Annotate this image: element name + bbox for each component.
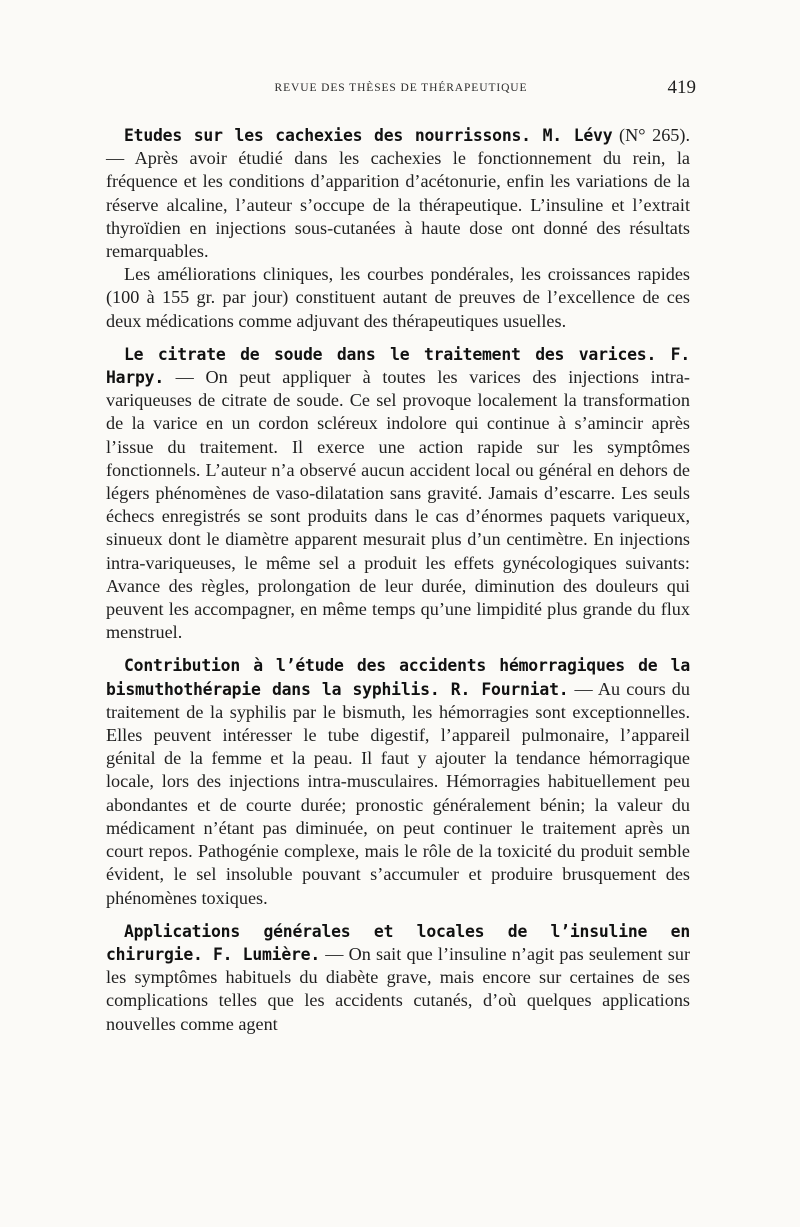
- article-heading: Etudes sur les cachexies des nourrissons. M. Lévy: [124, 126, 613, 145]
- article-heading: Le citrate de soude dans le traitement des varices. F. Harpy.: [106, 344, 690, 388]
- article-text: (N° 265). — Après avoir étudié dans les cachexies le fonctionnement du rein, la fréquence et les conditions d’apparition d’acétonurie, enfin les variations de la réserve alcaline, l’auteur s’occupe de la thérapeutique. L’insuline et l’extrait thyroïdien en injections sous-cutanées à haute dose ont donné des résultats remarquables.: [106, 125, 690, 262]
- article-text: — On sait que l’insuline n’agit pas seulement sur les symptômes habituels du diabète grave, mais encore sur certaines de ses complications telles que les accidents cutanés, d’où quelques applications nouvelles comme agent: [106, 943, 691, 1034]
- article-lumiere: [106, 920, 690, 1036]
- article-text: — On peut appliquer à toutes les varices des injections intra-variqueuses de citrate de soude. Ce sel provoque localement la transformation de la varice en un cordon scléreux indolore qui continue à s’amincir après l’issue du traitement. Il exerce une action rapide sur les symptômes fonctionnels. L’auteur n’a observé aucun accident local ou général en dehors de légers phénomènes de vaso-dilatation sans gravité. Jamais d’escarre. Les seuls échecs enregistrés se sont produits dans le cas d’énormes paquets variqueux, sinueux dont le diamètre apparent mesurait plus d’un centimètre. En injections intra-variqueuses, le même sel a produit les effets gynécologiques suivants: Avance des règles, prolongation de leur durée, diminution des douleurs qui peuvent les accompagner, en même temps qu’une limpidité plus grande du flux menstruel.: [106, 367, 690, 643]
- article-heading: Contribution à l’étude des accidents hémorragiques de la bismuthothérapie dans la syphilis. R. Fourniat.: [106, 656, 690, 699]
- article-heading: Applications générales et locales de l’insuline en chirurgie. F. Lumière.: [106, 921, 690, 964]
- article-text: — Au cours du traitement de la syphilis par le bismuth, les hémorragies sont exceptionnelles. Elles peuvent intéresser le tube digestif, l’appareil pulmonaire, l’appareil génital de la femme et la peau. Il faut y ajouter la tendance hémorragique locale, lors des injections intra-musculaires. Hémorragies habituellement peu abondantes et de courte durée; pronostic généralement bénin; la valeur du médicament n’étant pas diminuée, on peut continuer le traitement après un court repos. Pathogénie complexe, mais le rôle de la toxicité du produit semble évident, le sel insoluble pouvant s’accumuler et produire brusquement des phénomènes toxiques.: [106, 678, 690, 908]
- article-column: [106, 124, 690, 1036]
- page-number: 419: [667, 77, 696, 98]
- article-harpy: [106, 343, 690, 645]
- running-head: [106, 77, 696, 102]
- article-fourniat: [106, 654, 690, 909]
- running-title: REVUE DES THÈSES DE THÉRAPEUTIQUE: [274, 82, 528, 94]
- article-levy: [106, 124, 690, 263]
- article-paragraph: Les améliorations cliniques, les courbes pondérales, les croissances rapides (100 à 155 gr. par jour) constituent autant de preuves de l’excellence de ces deux médications comme adjuvant des thérapeutiques usuelles.: [106, 264, 690, 331]
